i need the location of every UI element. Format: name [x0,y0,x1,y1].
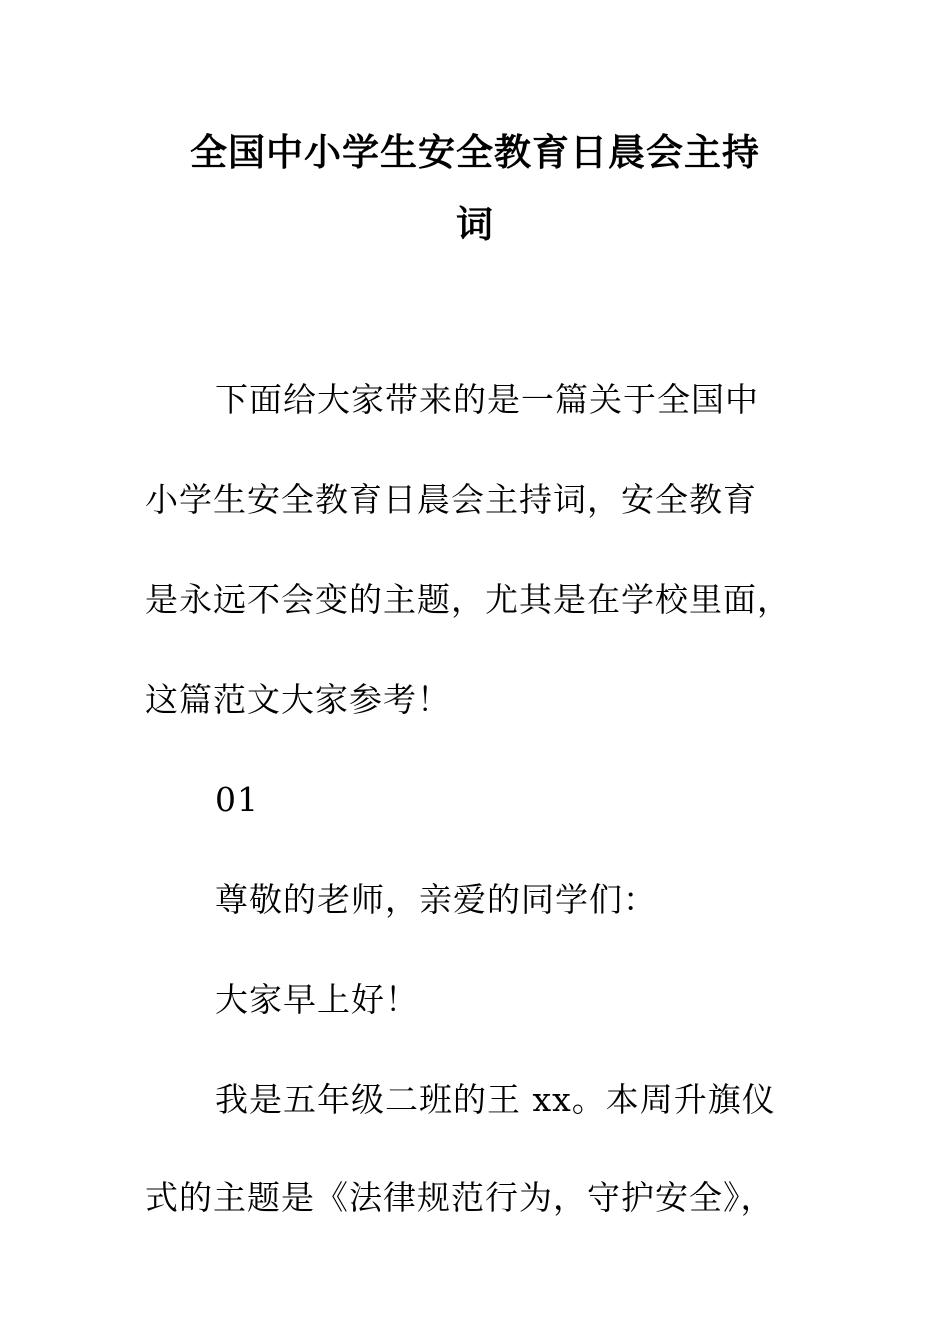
intro-line-2: 小学生安全教育日晨会主持词，安全教育 [145,480,757,519]
title-line-2: 词 [456,203,494,246]
body-line-1: 我是五年级二班的王 xx。本周升旗仪 [215,1080,776,1119]
intro-line-1: 下面给大家带来的是一篇关于全国中 [215,380,759,419]
good-morning-line: 大家早上好！ [215,980,419,1019]
greeting-line: 尊敬的老师，亲爱的同学们： [215,880,657,919]
intro-line-4: 这篇范文大家参考！ [145,680,451,719]
intro-line-3: 是永远不会变的主题，尤其是在学校里面， [145,580,791,619]
body-line-2: 式的主题是《法律规范行为，守护安全》， [145,1178,775,1217]
title-line-1: 全国中小学生安全教育日晨会主持 [190,131,760,174]
document-title [145,117,805,261]
section-number: 01 [215,780,259,819]
